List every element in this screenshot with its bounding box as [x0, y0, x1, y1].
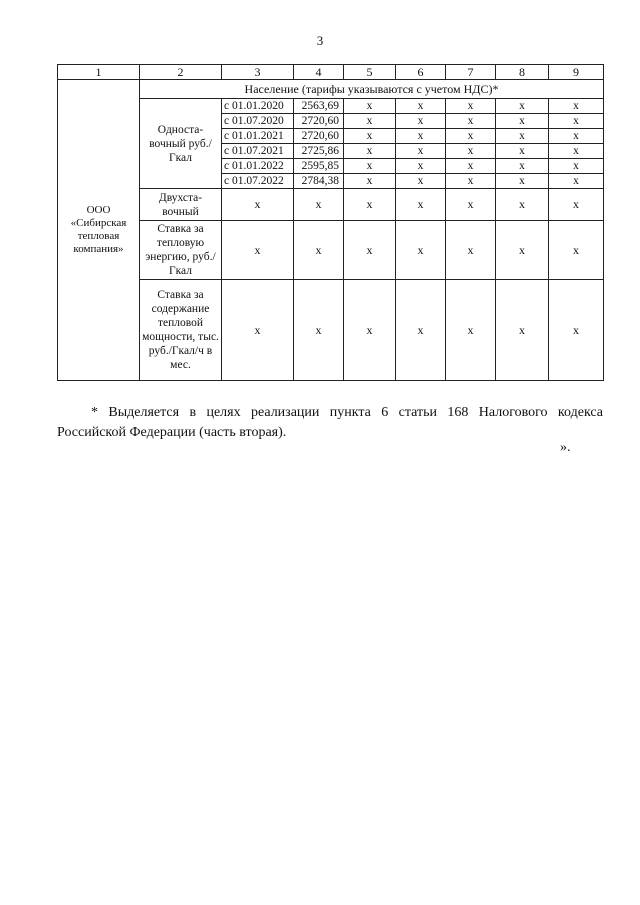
table-row [58, 280, 604, 381]
tariff-value: 2720,60 [294, 114, 344, 129]
empty-mark: х [344, 174, 396, 189]
empty-mark: х [222, 221, 294, 280]
two-part-category: Двухста-вочный [140, 189, 222, 221]
empty-mark: х [549, 144, 604, 159]
empty-mark: х [496, 221, 549, 280]
footnote: * Выделяется в целях реализации пункта 6 статьи 168 Налогового кодекса Российской Федерации (часть вторая). [57, 405, 603, 440]
empty-mark: х [446, 221, 496, 280]
heat-rate-category: Ставка за тепловую энергию, руб./Гкал [140, 221, 222, 280]
empty-mark: х [294, 280, 344, 381]
empty-mark: х [344, 144, 396, 159]
tariff-value: 2725,86 [294, 144, 344, 159]
empty-mark: х [344, 189, 396, 221]
empty-mark: х [344, 129, 396, 144]
empty-mark: х [396, 99, 446, 114]
empty-mark: х [222, 189, 294, 221]
empty-mark: х [344, 221, 396, 280]
empty-mark: х [496, 174, 549, 189]
empty-mark: х [396, 144, 446, 159]
page-number: 3 [316, 33, 324, 48]
empty-mark: х [496, 99, 549, 114]
column-number-row [58, 65, 604, 80]
tariff-table [57, 64, 604, 381]
empty-mark: х [549, 221, 604, 280]
column-number: 2 [140, 65, 222, 80]
empty-mark: х [446, 174, 496, 189]
section-header-row [58, 80, 604, 99]
empty-mark: х [344, 280, 396, 381]
empty-mark: х [496, 129, 549, 144]
column-number: 5 [344, 65, 396, 80]
empty-mark: х [496, 144, 549, 159]
column-number: 7 [446, 65, 496, 80]
period-date: с 01.07.2020 [222, 114, 294, 129]
table-row [58, 189, 604, 221]
empty-mark: х [549, 174, 604, 189]
period-date: с 01.01.2022 [222, 159, 294, 174]
period-date: с 01.07.2021 [222, 144, 294, 159]
empty-mark: х [446, 189, 496, 221]
empty-mark: х [396, 159, 446, 174]
empty-mark: х [344, 99, 396, 114]
tariff-value: 2720,60 [294, 129, 344, 144]
empty-mark: х [446, 114, 496, 129]
empty-mark: х [396, 174, 446, 189]
column-number: 3 [222, 65, 294, 80]
organization-name: ООО «Сибирская тепловая компания» [58, 80, 140, 381]
empty-mark: х [294, 221, 344, 280]
period-date: с 01.07.2022 [222, 174, 294, 189]
column-number: 9 [549, 65, 604, 80]
column-number: 8 [496, 65, 549, 80]
table-row [58, 99, 604, 114]
empty-mark: х [396, 221, 446, 280]
empty-mark: х [344, 159, 396, 174]
empty-mark: х [446, 99, 496, 114]
column-number: 6 [396, 65, 446, 80]
tariff-value: 2784,38 [294, 174, 344, 189]
empty-mark: х [549, 189, 604, 221]
empty-mark: х [294, 189, 344, 221]
empty-mark: х [549, 280, 604, 381]
column-number: 4 [294, 65, 344, 80]
empty-mark: х [396, 129, 446, 144]
empty-mark: х [446, 144, 496, 159]
empty-mark: х [344, 114, 396, 129]
empty-mark: х [549, 99, 604, 114]
column-number: 1 [58, 65, 140, 80]
empty-mark: х [549, 129, 604, 144]
empty-mark: х [396, 189, 446, 221]
empty-mark: х [496, 280, 549, 381]
power-rate-category: Ставка за содержание тепловой мощности, тыс. руб./Гкал/ч в мес. [140, 280, 222, 381]
empty-mark: х [496, 114, 549, 129]
section-header: Население (тарифы указываются с учетом НДС)* [140, 80, 604, 99]
empty-mark: х [396, 114, 446, 129]
empty-mark: х [496, 159, 549, 174]
empty-mark: х [396, 280, 446, 381]
tariff-value: 2563,69 [294, 99, 344, 114]
empty-mark: х [446, 159, 496, 174]
empty-mark: х [549, 159, 604, 174]
one-part-category: Односта-вочный руб./Гкал [140, 99, 222, 189]
empty-mark: х [446, 280, 496, 381]
tariff-value: 2595,85 [294, 159, 344, 174]
period-date: с 01.01.2021 [222, 129, 294, 144]
period-date: с 01.01.2020 [222, 99, 294, 114]
empty-mark: х [446, 129, 496, 144]
empty-mark: х [222, 280, 294, 381]
table-row [58, 221, 604, 280]
empty-mark: х [549, 114, 604, 129]
empty-mark: х [496, 189, 549, 221]
closing-quote-mark: ». [560, 440, 571, 455]
